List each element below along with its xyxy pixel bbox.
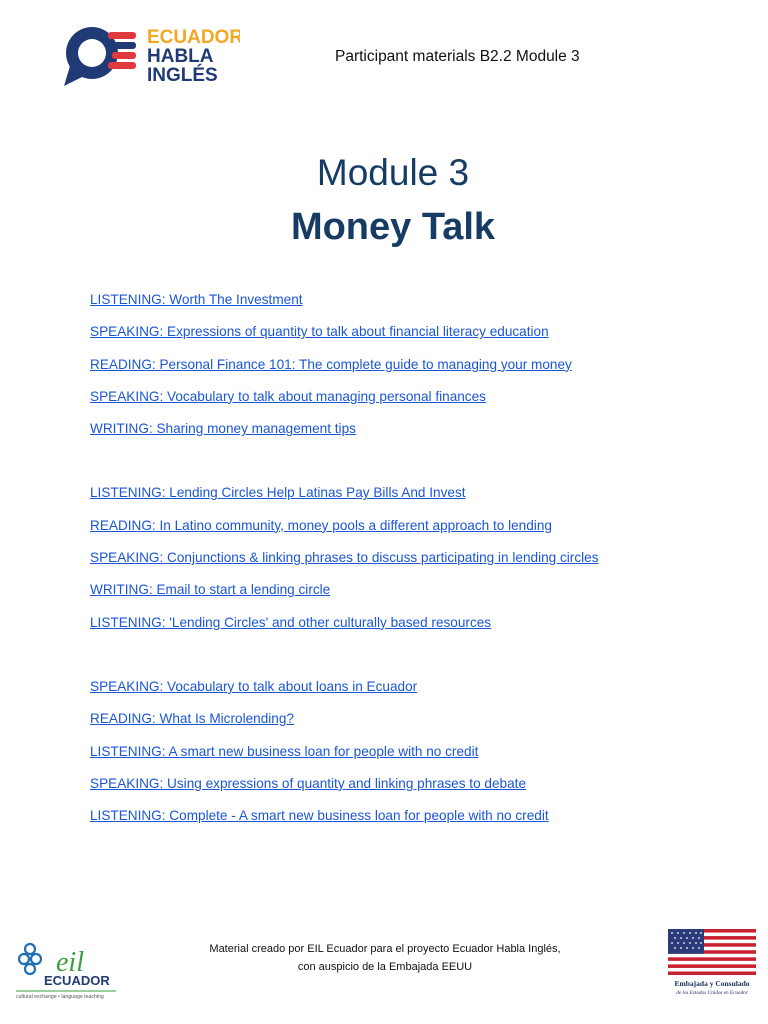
link-group-1 [90, 290, 599, 451]
svg-text:cultural exchange • language t: cultural exchange • language teaching [16, 994, 104, 1000]
activity-link[interactable]: LISTENING: Complete - A smart new business loan for people with no credit [90, 808, 549, 824]
activity-link[interactable]: WRITING: Sharing money management tips [90, 421, 356, 437]
activity-link[interactable]: LISTENING: A smart new business loan for people with no credit [90, 743, 479, 759]
activity-link[interactable]: SPEAKING: Vocabulary to talk about managing personal finances [90, 388, 486, 404]
embassy-caption: Embajada y Consulado [674, 979, 750, 988]
us-embassy-logo [668, 929, 756, 1001]
activity-link[interactable]: SPEAKING: Vocabulary to talk about loans in Ecuador [90, 678, 418, 694]
activity-link-list [90, 290, 599, 838]
eil-ecuador-logo [14, 935, 118, 1003]
activity-link[interactable]: SPEAKING: Expressions of quantity to talk about financial literacy education [90, 324, 549, 340]
activity-link[interactable]: LISTENING: Lending Circles Help Latinas Pay Bills And Invest [90, 485, 466, 501]
activity-link[interactable]: READING: Personal Finance 101: The complete guide to managing your money [90, 356, 572, 372]
ecuador-habla-ingles-logo [60, 22, 240, 90]
activity-link[interactable]: LISTENING: 'Lending Circles' and other culturally based resources [90, 614, 492, 630]
activity-link[interactable]: LISTENING: Worth The Investment [90, 292, 303, 307]
footer-credit [180, 940, 590, 976]
svg-text:HABLA: HABLA [147, 46, 214, 67]
svg-text:ECUADOR: ECUADOR [147, 27, 240, 48]
link-group-3 [90, 677, 599, 838]
link-group-2 [90, 483, 599, 644]
module-number: Module 3 [316, 152, 470, 193]
footer-credit-line-2: con auspicio de la Embajada EEUU [297, 961, 473, 973]
footer-credit-line-1: Material creado por EIL Ecuador para el proyecto Ecuador Habla Inglés, [209, 943, 561, 955]
module-title: Money Talk [290, 206, 496, 248]
document-header-title: Participant materials B2.2 Module 3 [335, 48, 580, 65]
embassy-subcaption: de los Estados Unidos en Ecuador [676, 990, 748, 996]
svg-text:ECUADOR: ECUADOR [44, 973, 110, 988]
svg-text:INGLÉS: INGLÉS [147, 65, 218, 86]
activity-link[interactable]: READING: In Latino community, money pools a different approach to lending [90, 517, 552, 533]
activity-link[interactable]: SPEAKING: Using expressions of quantity and linking phrases to debate [90, 775, 527, 791]
activity-link[interactable]: SPEAKING: Conjunctions & linking phrases to discuss participating in lending circles [90, 550, 599, 566]
svg-text:eil: eil [56, 947, 84, 978]
activity-link[interactable]: WRITING: Email to start a lending circle [90, 582, 331, 598]
activity-link[interactable]: READING: What Is Microlending? [90, 711, 294, 727]
us-flag-icon [668, 929, 756, 977]
